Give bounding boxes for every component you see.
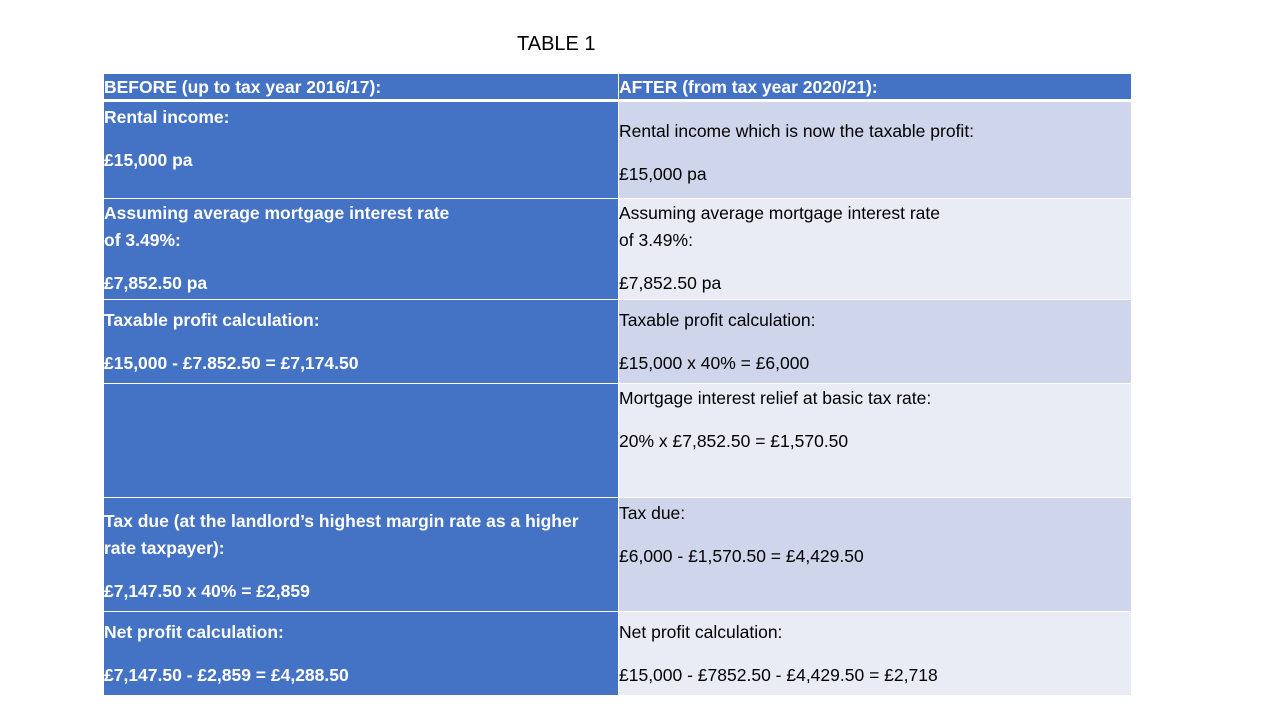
cell-text: of 3.49%: <box>619 230 693 250</box>
cell-before <box>104 198 618 299</box>
cell-text: of 3.49%: <box>104 230 181 250</box>
cell-text: £15,000 pa <box>619 164 707 184</box>
cell-text: Assuming average mortgage interest rate <box>104 203 450 223</box>
cell-text: Rental income: <box>104 107 230 127</box>
table-title: TABLE 1 <box>517 33 596 55</box>
table-header-row <box>104 74 1131 101</box>
cell-text: £15,000 - £7.852.50 = £7,174.50 <box>104 353 359 373</box>
cell-text: £15,000 - £7852.50 - £4,429.50 = £2,718 <box>619 665 938 685</box>
cell-text: £7,852.50 pa <box>104 273 208 293</box>
cell-text: Tax due: <box>619 503 686 523</box>
cell-before <box>104 611 618 695</box>
cell-before <box>104 497 618 611</box>
cell-after <box>618 383 1131 497</box>
cell-after <box>618 299 1131 383</box>
cell-text: Net profit calculation: <box>104 622 284 642</box>
cell-text: rate taxpayer): <box>104 538 225 558</box>
cell-after <box>618 198 1131 299</box>
cell-before <box>104 101 618 198</box>
cell-text: £15,000 pa <box>104 150 193 170</box>
cell-text: Net profit calculation: <box>619 622 783 642</box>
cell-text: Taxable profit calculation: <box>104 310 320 330</box>
cell-before <box>104 299 618 383</box>
cell-before-empty <box>104 383 618 497</box>
header-after: AFTER (from tax year 2020/21): <box>618 74 1131 101</box>
cell-text: Assuming average mortgage interest rate <box>619 203 940 223</box>
table-row <box>104 101 1131 198</box>
cell-text: £7,852.50 pa <box>619 273 722 293</box>
cell-text: £15,000 x 40% = £6,000 <box>619 353 810 373</box>
comparison-table <box>104 74 1131 695</box>
cell-text: 20% x £7,852.50 = £1,570.50 <box>619 431 849 451</box>
cell-text: Taxable profit calculation: <box>619 310 816 330</box>
table-row <box>104 198 1131 299</box>
cell-after <box>618 101 1131 198</box>
cell-after <box>618 497 1131 611</box>
cell-text: Rental income which is now the taxable profit: <box>619 121 975 141</box>
header-before: BEFORE (up to tax year 2016/17): <box>104 74 618 101</box>
cell-text: Mortgage interest relief at basic tax rate: <box>619 388 932 408</box>
cell-after <box>618 611 1131 695</box>
table-row <box>104 383 1131 497</box>
cell-text: £7,147.50 - £2,859 = £4,288.50 <box>104 665 349 685</box>
table-row <box>104 611 1131 695</box>
cell-text: £6,000 - £1,570.50 = £4,429.50 <box>619 546 864 566</box>
cell-text: Tax due (at the landlord’s highest margin rate as a higher <box>104 511 579 531</box>
table-row <box>104 497 1131 611</box>
table-row <box>104 299 1131 383</box>
cell-text: £7,147.50 x 40% = £2,859 <box>104 581 310 601</box>
